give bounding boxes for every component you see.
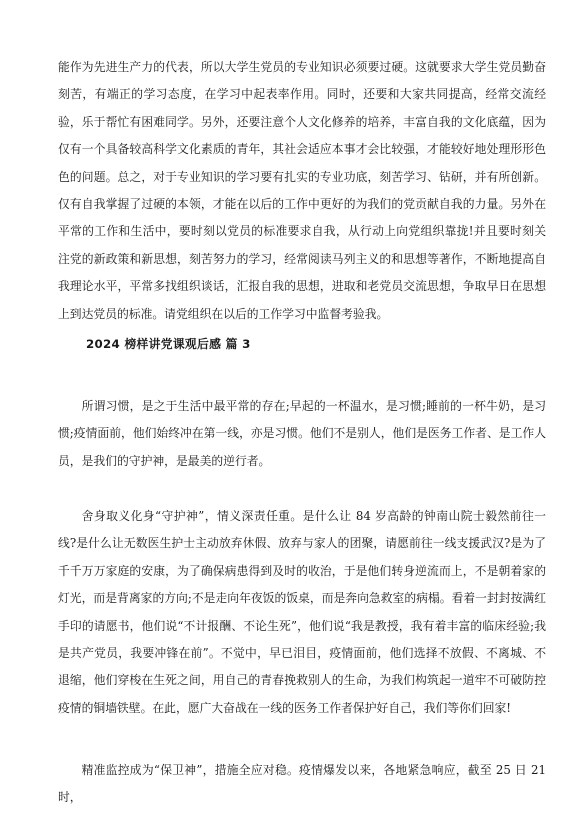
section-title: 2024 榜样讲党课观后感 篇 3 [86,337,251,351]
paragraph-4: 精准监控成为“保卫神”，措施全应对稳。疫情爆发以来，各地紧急响应，截至 25 日 21 时， [58,763,546,805]
paragraph-3: 舍身取义化身“守护神”，情义深责任重。是什么让 84 岁高龄的钟南山院士毅然前往一线?是什么让无数医生护士主动放弃休假、放弃与家人的团聚，请愿前往一线支援武汉?是为了千千万万家庭的安康，为了确保病患得到及时的收治，于是他们转身逆流而上，不是朝着家的灯光，而是背离家的方向;不是走向年夜饭的饭桌，而是奔向急救室的病榻。看着一封封按满红手印的请愿书，他们说“不计报酬、不论生死”，他们说“我是教授，我有着丰富的临床经验;我是共产党员，我要冲锋在前”。不觉中，早已泪目，疫情面前，他们选择不放假、不离城、不退缩，他们穿梭在生死之间，用自己的青春挽救别人的生命，为我们构筑起一道牢不可破防控疫情的铜墙铁壁。在此，愿广大奋战在一线的医务工作者保护好自己，我们等你们回家! [58,509,546,715]
paragraph-1: 能作为先进生产力的代表，所以大学生党员的专业知识必须要过硬。这就要求大学生党员勤奋刻苦，有端正的学习态度，在学习中起表率作用。同时，还要和大家共同提高，经常交流经验，乐于帮忙有困难同学。另外，还要注意个人文化修养的培养，丰富自我的文化底蕴，因为仅有一个具备较高科学文化素质的青年，其社会适应本事才会比较强，才能较好地处理形形色色的问题。总之，对于专业知识的学习要有扎实的专业功底，刻苦学习、钻研，并有所创新。仅有自我掌握了过硬的本领，才能在以后的工作中更好的为我们的党贡献自我的力量。另外在平常的工作和生活中，要时刻以党员的标准要求自我，从行动上向党组织靠拢!并且要时刻关注党的新政策和新思想，刻苦努力的学习，经常阅读马列主义的和思想等著作，不断地提高自我理论水平，平常多找组织谈话，汇报自我的思想，进取和老党员交流思想，争取早日在思想上到达党员的标准。请党组织在以后的工作学习中监督考验我。 [58,60,546,321]
paragraph-2: 所谓习惯，是之于生活中最平常的存在;早起的一杯温水，是习惯;睡前的一杯牛奶，是习惯;疫情面前，他们始终冲在第一线，亦是习惯。他们不是别人，他们是医务工作者、是工作人员，是我们的守护神，是最美的逆行者。 [58,399,546,468]
